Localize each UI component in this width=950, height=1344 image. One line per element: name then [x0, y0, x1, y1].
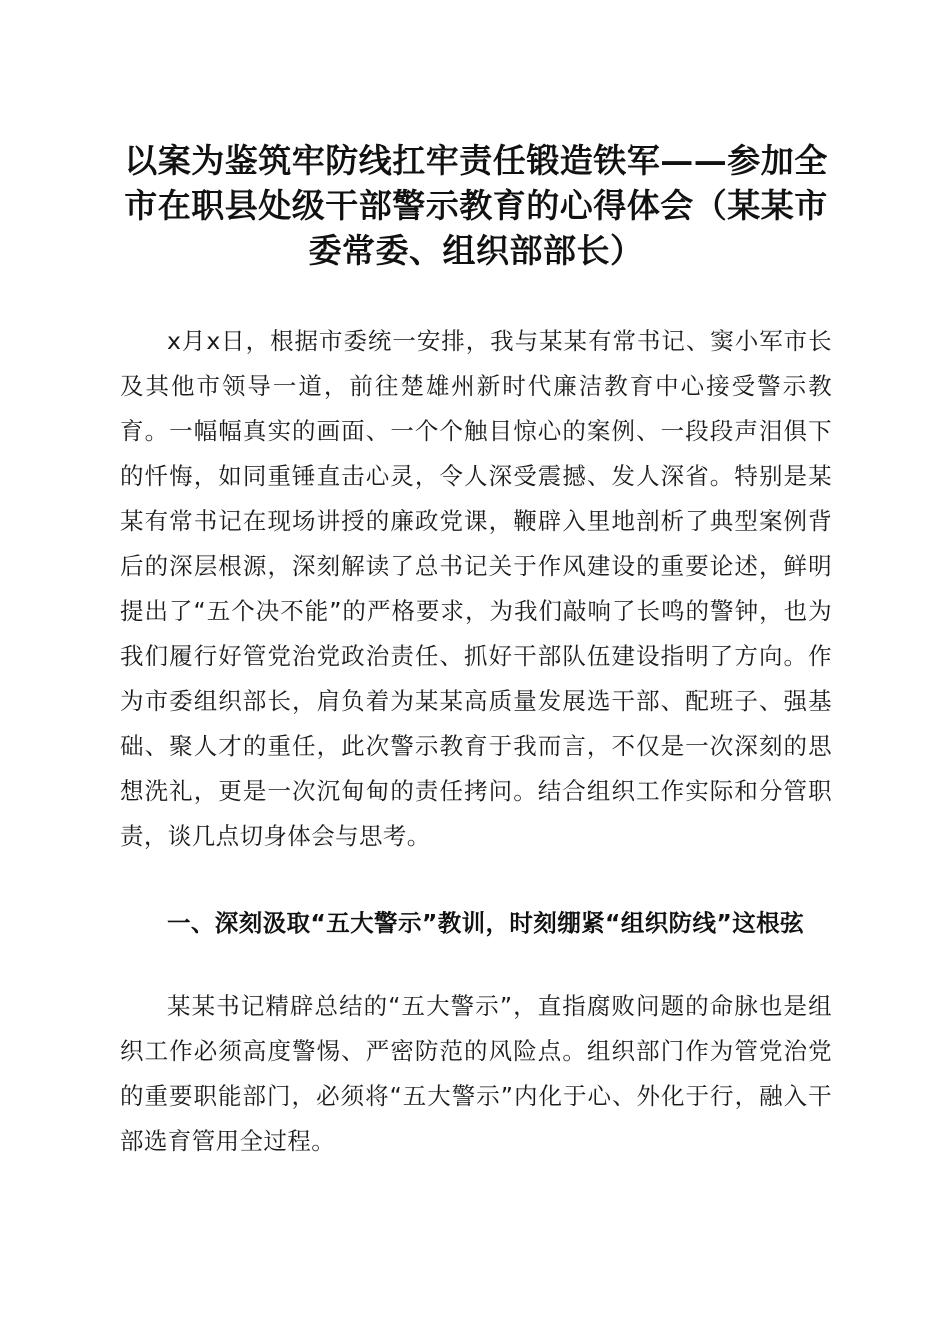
body-paragraph: 某某书记精辟总结的“五大警示”，直指腐败问题的命脉也是组织工作必须高度警惕、严密防范的风险点。组织部门作为管党治党的重要职能部门，必须将“五大警示”内化于心、外化于行，融入干部选育管用全过程。 — [120, 992, 832, 1155]
section-heading: 一、深刻汲取“五大警示”教训，时刻绷紧“组织防线”这根弦 — [167, 909, 804, 937]
body-paragraph: x月x日，根据市委统一安排，我与某某有常书记、窦小军市长及其他市领导一道，前往楚雄州新时代廉洁教育中心接受警示教育。一幅幅真实的画面、一个个触目惊心的案例、一段段声泪俱下的忏悔，如同重锤直击心灵，令人深受震撼、发人深省。特别是某某有常书记在现场讲授的廉政党课，鞭辟入里地剖析了典型案例背后的深层根源，深刻解读了总书记关于作风建设的重要论述，鲜明提出了“五个决不能”的严格要求，为我们敲响了长鸣的警钟，也为我们履行好管党治党政治责任、抓好干部队伍建设指明了方向。作为市委组织部长，肩负着为某某高质量发展选干部、配班子、强基础、聚人才的重任，此次警示教育于我而言，不仅是一次深刻的思想洗礼，更是一次沉甸甸的责任拷问。结合组织工作实际和分管职责，谈几点切身体会与思考。 — [120, 327, 832, 850]
document-title: 以案为鉴筑牢防线扛牢责任锻造铁军——参加全市在职县处级干部警示教育的心得体会（某某市委常委、组织部部长） — [124, 141, 828, 270]
